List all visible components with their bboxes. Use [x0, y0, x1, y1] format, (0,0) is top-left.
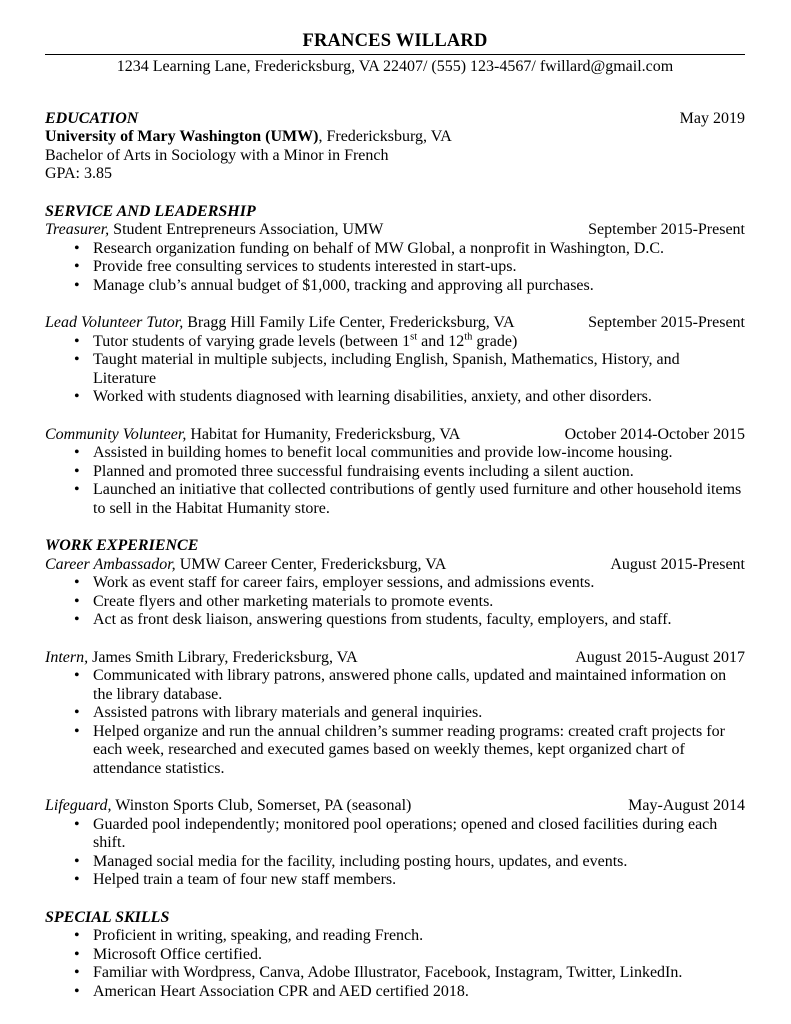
bullet-item: • Planned and promoted three successful fundraising events including a silent auction. [45, 463, 745, 482]
bullet-list [45, 667, 745, 778]
entry-role: Intern, [45, 648, 89, 666]
entry-title-row [45, 221, 745, 240]
entry-title: Treasurer, Student Entrepreneurs Association, UMW [45, 221, 384, 238]
bullet-item: • Helped organize and run the annual children’s summer reading programs: created craft projects for each week, researched and executed games based on weekly themes, kept organized chart of attendance statistics. [45, 723, 745, 779]
entry [45, 426, 745, 519]
bullet-item: • Taught material in multiple subjects, including English, Spanish, Mathematics, History, and Literature [45, 351, 745, 388]
contact-line: 1234 Learning Lane, Fredericksburg, VA 22407/ (555) 123-4567/ fwillard@gmail.com [116, 58, 674, 75]
entry-date: October 2014-October 2015 [564, 425, 745, 443]
section-title-row [45, 110, 745, 129]
entry-title: Lead Volunteer Tutor, Bragg Hill Family Life Center, Fredericksburg, VA [45, 314, 515, 331]
bullet-item: • Research organization funding on behalf of MW Global, a nonprofit in Washington, D.C. [45, 240, 745, 259]
bullet-list [45, 574, 745, 630]
entry-date: September 2015-Present [588, 314, 745, 331]
resume-header [45, 30, 745, 77]
bullet-item: • Act as front desk liaison, answering questions from students, faculty, employers, and staff. [45, 611, 745, 630]
section [45, 203, 745, 519]
bullet-item: • Provide free consulting services to students interested in start-ups. [45, 258, 745, 277]
bullet-item: • Work as event staff for career fairs, employer sessions, and admissions events. [45, 574, 745, 593]
section-title-row [45, 909, 745, 928]
section-title-row [45, 537, 745, 556]
entry-role: Community Volunteer, [45, 425, 187, 443]
section-title-row [45, 203, 745, 222]
bullet-item: • Microsoft Office certified. [45, 946, 745, 965]
bullet-item: • Helped train a team of four new staff members. [45, 871, 745, 890]
bullet-item: • Tutor students of varying grade levels (between 1st and 12th grade) [45, 333, 745, 352]
entry-date: September 2015-Present [588, 221, 745, 238]
entry-role: Treasurer, [45, 221, 110, 238]
bullet-item: • Create flyers and other marketing materials to promote events. [45, 593, 745, 612]
bullet-item: • Assisted in building homes to benefit local communities and provide low-income housing. [45, 444, 745, 463]
entry [45, 556, 745, 630]
bullet-list [45, 927, 745, 1001]
entry-title: Intern, James Smith Library, Fredericksburg, VA [45, 648, 358, 666]
bullet-item: • Familiar with Wordpress, Canva, Adobe Illustrator, Facebook, Instagram, Twitter, LinkedIn. [45, 964, 745, 983]
section-title: WORK EXPERIENCE [45, 537, 199, 554]
section-title: EDUCATION [45, 109, 139, 127]
bullet-item: • Assisted patrons with library materials and general inquiries. [45, 704, 745, 723]
ordinal-suffix: st [410, 331, 418, 343]
entry-title-row [45, 797, 745, 816]
entry-role: Lead Volunteer Tutor, [45, 314, 184, 331]
entry [45, 221, 745, 295]
bullet-item: • Managed social media for the facility, including posting hours, updates, and events. [45, 853, 745, 872]
section [45, 537, 745, 890]
bullet-list [45, 240, 745, 296]
entry-title: Lifeguard, Winston Sports Club, Somerset, PA (seasonal) [45, 797, 412, 814]
bullet-list [45, 444, 745, 518]
section [45, 909, 745, 1002]
section-title: SERVICE AND LEADERSHIP [45, 202, 256, 220]
entry [45, 649, 745, 779]
entry-institution: University of Mary Washington (UMW) [45, 128, 319, 145]
entry-title-row [45, 649, 745, 668]
bullet-item: • Communicated with library patrons, answered phone calls, updated and maintained information on the library database. [45, 667, 745, 704]
sections [45, 110, 745, 1002]
entry-title-row [45, 314, 745, 333]
bullet-list [45, 333, 745, 407]
entry-title-row [45, 426, 745, 445]
entry-title: Community Volunteer, Habitat for Humanity, Fredericksburg, VA [45, 425, 461, 443]
entry-role: Lifeguard, [45, 797, 112, 814]
bullet-item: • Manage club’s annual budget of $1,000, tracking and approving all purchases. [45, 277, 745, 296]
entry [45, 927, 745, 1001]
entry-title: Career Ambassador, UMW Career Center, Fredericksburg, VA [45, 555, 447, 573]
bullet-item: • Proficient in writing, speaking, and reading French. [45, 927, 745, 946]
section-title: SPECIAL SKILLS [45, 908, 170, 926]
detail-line: Bachelor of Arts in Sociology with a Minor in French [45, 146, 389, 164]
bullet-list [45, 816, 745, 890]
bullet-item: • Worked with students diagnosed with learning disabilities, anxiety, and other disorders. [45, 388, 745, 407]
entry [45, 128, 745, 184]
bullet-item: • Guarded pool independently; monitored pool operations; opened and closed facilities during each shift. [45, 816, 745, 853]
detail-line: GPA: 3.85 [45, 165, 112, 182]
section-date: May 2019 [679, 109, 745, 127]
entry-date: August 2015-Present [610, 555, 745, 573]
entry-title-row [45, 556, 745, 575]
entry-date: August 2015-August 2017 [575, 648, 745, 666]
entry [45, 797, 745, 890]
bullet-item: • American Heart Association CPR and AED certified 2018. [45, 983, 745, 1002]
bullet-item: • Launched an initiative that collected contributions of gently used furniture and other household items to sell in the Habitat Humanity store. [45, 481, 745, 518]
ordinal-suffix: th [464, 331, 473, 343]
entry-title-row [45, 128, 745, 147]
entry-title: University of Mary Washington (UMW), Fredericksburg, VA [45, 128, 452, 145]
entry-date: May-August 2014 [628, 797, 745, 814]
entry [45, 314, 745, 407]
person-name: FRANCES WILLARD [45, 30, 745, 55]
section [45, 110, 745, 184]
entry-role: Career Ambassador, [45, 555, 176, 573]
